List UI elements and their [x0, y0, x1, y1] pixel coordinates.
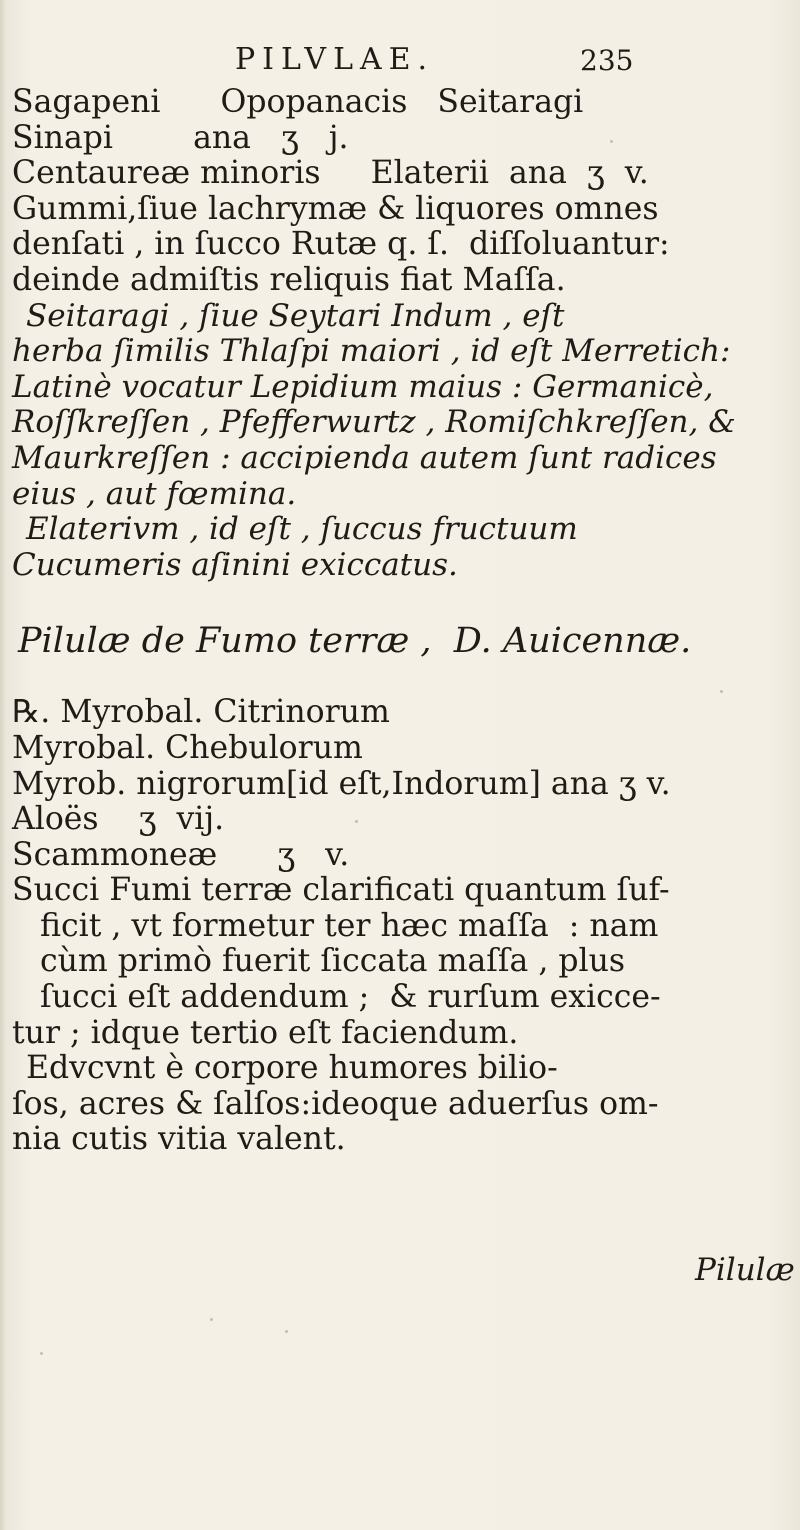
- elaterium-note-line: Elaterivm , id eſt , ſuccus fructuum: [26, 511, 578, 548]
- page-number: 235: [580, 44, 634, 77]
- speck: [210, 1318, 213, 1321]
- spacer: [12, 665, 797, 695]
- page-gutter-shadow: [0, 0, 6, 1530]
- elaterium-note-line: Cucumeris aſinini exiccatus.: [12, 546, 458, 583]
- speck: [285, 1330, 288, 1333]
- seitaragi-note-line: herba ſimilis Thlaſpi maiori , id eſt Merretich:: [12, 333, 731, 370]
- recipe-line: tur ; idque tertio eſt faciendum.: [12, 1014, 519, 1051]
- speck: [610, 140, 613, 143]
- section-heading: Pilulæ de Fumo terræ , D. Auicennæ.: [18, 621, 692, 662]
- recipe-line: Aloës ʒ vij.: [12, 801, 225, 838]
- recipe-line: Succi Fumi terræ clarificati quantum ſuf-: [12, 872, 670, 909]
- recipe-line: ficit , vt formetur ter hæc maſſa : nam: [40, 907, 659, 944]
- text-line: Sagapeni Opopanacis Seitaragi: [12, 84, 584, 120]
- educunt-line: Edvcvnt è corpore humores bilio-: [26, 1050, 558, 1087]
- text-line: Sinapi ana ʒ j.: [12, 119, 349, 156]
- page-body: [12, 85, 797, 1158]
- seitaragi-note-line: eius , aut fœmina.: [12, 475, 297, 512]
- recipe-line: ℞. Myrobal. Citrinorum: [12, 694, 390, 731]
- educunt-line: nia cutis vitia valent.: [12, 1121, 346, 1158]
- text-line: denſati , in ſucco Rutæ q. ſ. diſſoluantur:: [12, 226, 670, 263]
- educunt-line: ſos, acres & ſalſos:ideoque aduerſus om-: [12, 1085, 659, 1122]
- recipe-line: Myrobal. Chebulorum: [12, 729, 363, 766]
- seitaragi-note-line: Seitaragi , ſiue Seytari Indum , eſt: [26, 297, 565, 334]
- speck: [720, 690, 723, 693]
- running-head-title: PILVLAE.: [235, 42, 435, 77]
- text-line: deinde admiſtis reliquis fiat Maſſa.: [12, 261, 566, 298]
- speck: [355, 820, 358, 823]
- running-head: [0, 36, 800, 76]
- recipe-line: Myrob. nigrorum[id eſt,Indorum] ana ʒ v.: [12, 765, 671, 802]
- recipe-line: ſucci eſt addendum ; & rurſum exicce-: [40, 979, 661, 1016]
- text-line: Centaureæ minoris Elaterii ana ʒ v.: [12, 155, 649, 192]
- text-line: Gummi,ſiue lachrymæ & liquores omnes: [12, 190, 659, 227]
- spacer: [12, 583, 797, 617]
- seitaragi-note-line: Latinè vocatur Lepidium maius : Germanicè,: [12, 368, 714, 405]
- recipe-line: cùm primò fuerit ſiccata maſſa , plus: [40, 943, 626, 980]
- speck: [40, 1352, 43, 1355]
- recipe-line: Scammoneæ ʒ v.: [12, 836, 350, 873]
- seitaragi-note-line: Roſſkreſſen , Pfefferwurtz , Romiſchkreſſen, &: [12, 404, 736, 441]
- seitaragi-note-line: Maurkreſſen : accipienda autem ſunt radices: [12, 439, 717, 476]
- catchword: Pilulæ: [695, 1252, 795, 1288]
